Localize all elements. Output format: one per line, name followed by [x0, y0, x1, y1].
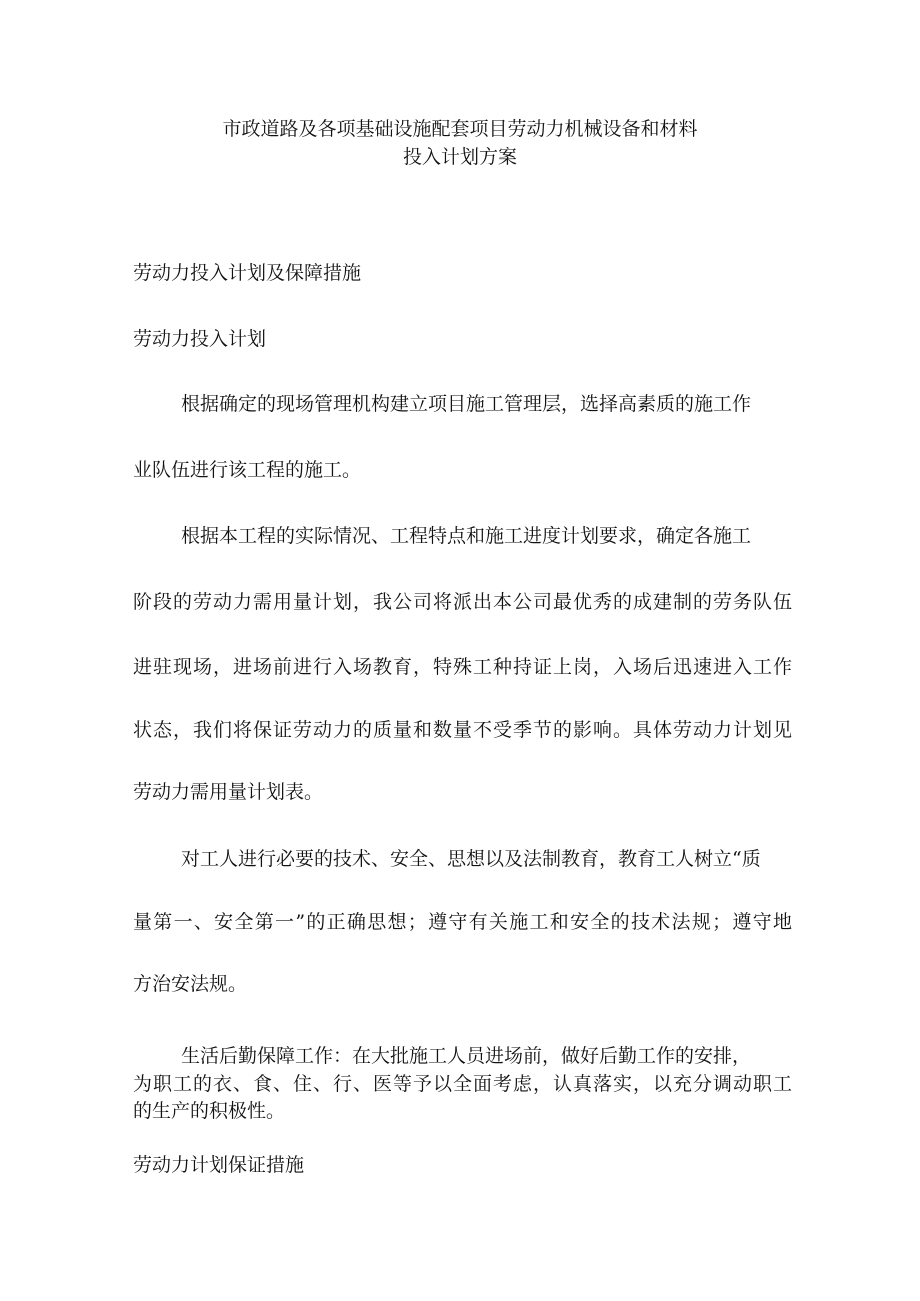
paragraph-2-line-4: 状态，我们将保证劳动力的质量和数量不受季节的影响。具体劳动力计划见	[133, 719, 792, 741]
document-title-line1: 市政道路及各项基础设施配套项目劳动力机械设备和材料	[222, 118, 698, 140]
paragraph-4-line-2: 为职工的衣、食、住、行、医等予以全面考虑，认真落实，以充分调动职工	[133, 1073, 792, 1095]
paragraph-2-line-5: 劳动力需用量计划表。	[133, 781, 324, 803]
section-heading-labor-plan-and-measures: 劳动力投入计划及保障措施	[133, 262, 362, 284]
paragraph-4-line-1: 生活后勤保障工作：在大批施工人员进场前，做好后勤工作的安排，	[181, 1045, 752, 1067]
paragraph-2-line-2: 阶段的劳动力需用量计划，我公司将派出本公司最优秀的成建制的劳务队伍	[133, 591, 792, 613]
section-heading-labor-plan: 劳动力投入计划	[133, 328, 267, 350]
paragraph-1-line-2: 业队伍进行该工程的施工。	[133, 459, 362, 481]
paragraph-3-line-2: 量第一、安全第一”的正确思想；遵守有关施工和安全的技术法规；遵守地	[133, 911, 792, 933]
document-title-line2: 投入计划方案	[402, 146, 517, 168]
paragraph-3-line-1: 对工人进行必要的技术、安全、思想以及法制教育，教育工人树立“质	[181, 848, 761, 870]
paragraph-2-line-1: 根据本工程的实际情况、工程特点和施工进度计划要求，确定各施工	[181, 525, 752, 547]
paragraph-2-line-3: 进驻现场，进场前进行入场教育，特殊工种持证上岗，入场后迅速进入工作	[133, 656, 792, 678]
section-heading-labor-guarantee: 劳动力计划保证措施	[133, 1154, 305, 1176]
paragraph-4-line-3: 的生产的积极性。	[133, 1100, 286, 1122]
paragraph-3-line-3: 方治安法规。	[133, 973, 248, 995]
paragraph-1-line-1: 根据确定的现场管理机构建立项目施工管理层，选择高素质的施工作	[181, 393, 752, 415]
